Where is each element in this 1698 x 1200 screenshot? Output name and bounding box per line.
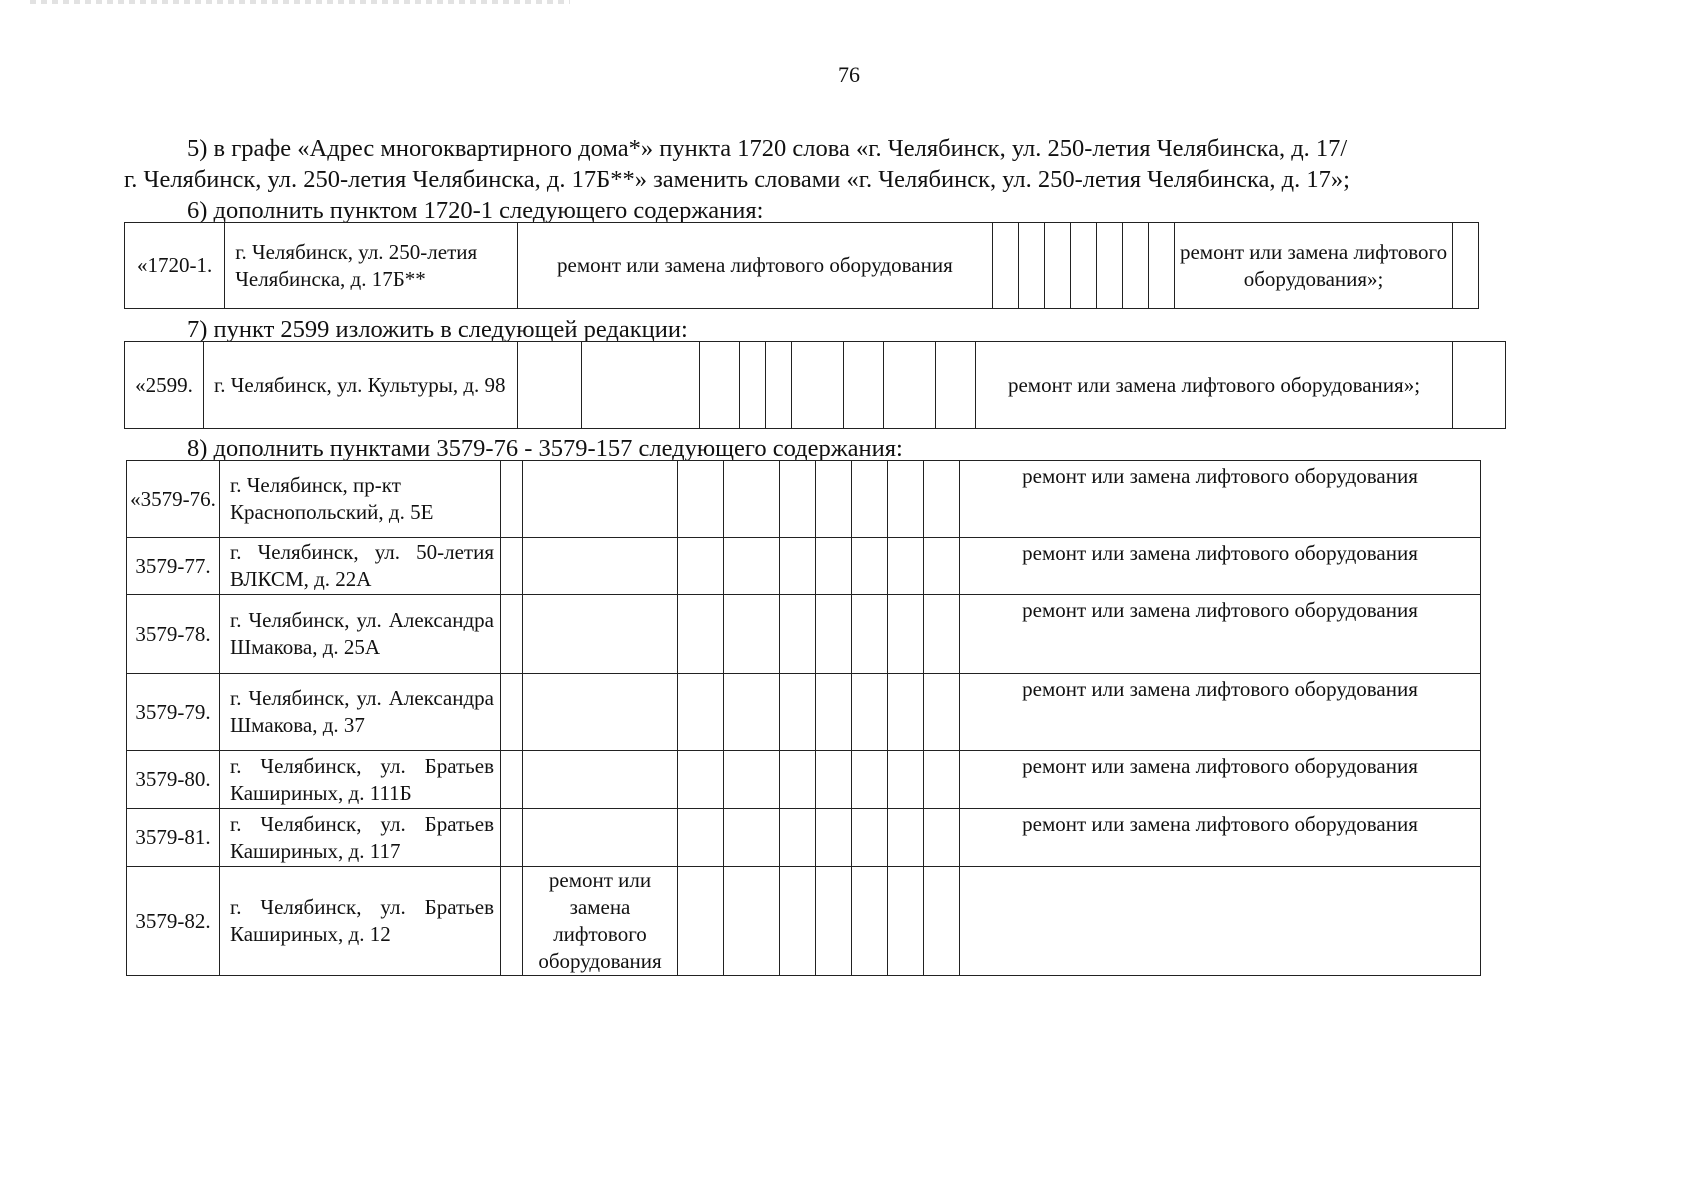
empty-cell — [523, 538, 678, 595]
empty-cell — [501, 751, 523, 809]
row-address: г. Челябинск, пр-кт Краснопольский, д. 5Е — [220, 461, 501, 538]
empty-cell — [678, 809, 724, 867]
empty-cell — [780, 809, 816, 867]
row-work-type: ремонт или замена лифтового оборудования — [960, 751, 1481, 809]
empty-cell — [501, 674, 523, 751]
empty-cell — [792, 342, 844, 429]
empty-cell — [724, 809, 780, 867]
empty-cell — [852, 674, 888, 751]
empty-cell — [678, 751, 724, 809]
empty-cell — [724, 595, 780, 674]
row-number: 3579-78. — [127, 595, 220, 674]
empty-cell — [523, 461, 678, 538]
empty-cell — [780, 674, 816, 751]
row-number: «2599. — [125, 342, 204, 429]
empty-cell — [1097, 223, 1123, 309]
empty-cell — [1123, 223, 1149, 309]
empty-cell — [766, 342, 792, 429]
empty-cell — [816, 538, 852, 595]
table-row — [125, 342, 1506, 429]
empty-cell — [852, 595, 888, 674]
empty-cell — [523, 595, 678, 674]
empty-cell — [678, 595, 724, 674]
item-5-line-1: 5) в графе «Адрес многоквартирного дома*» пункта 1720 слова «г. Челябинск, ул. 250-летия Челябинска, д. 17/ — [187, 135, 1348, 162]
empty-cell — [816, 674, 852, 751]
empty-cell — [1453, 342, 1506, 429]
empty-cell — [780, 867, 816, 976]
row-work-type: ремонт или замена лифтового оборудования — [960, 809, 1481, 867]
empty-cell — [724, 538, 780, 595]
empty-cell — [924, 751, 960, 809]
empty-cell — [724, 867, 780, 976]
row-work-type: ремонт или замена лифтового оборудования — [523, 867, 678, 976]
table-row — [127, 674, 1481, 751]
empty-cell — [992, 223, 1018, 309]
row-address: г. Челябинск, ул. Братьев Кашириных, д. 111Б — [220, 751, 501, 809]
empty-cell — [523, 674, 678, 751]
empty-cell — [740, 342, 766, 429]
empty-cell — [780, 461, 816, 538]
empty-cell — [780, 538, 816, 595]
empty-cell — [724, 674, 780, 751]
empty-cell — [724, 751, 780, 809]
page-number: 76 — [838, 62, 860, 87]
table-row — [127, 751, 1481, 809]
empty-cell — [501, 809, 523, 867]
empty-cell — [582, 342, 700, 429]
table-row — [127, 595, 1481, 674]
row-number: «1720-1. — [125, 223, 225, 309]
item-5-line-2: г. Челябинск, ул. 250-летия Челябинска, д. 17Б**» заменить словами «г. Челябинск, ул. 250-летия Челябинска, д. 17»; — [124, 166, 1350, 193]
item-7-text: 7) пункт 2599 изложить в следующей редакции: — [187, 316, 688, 343]
row-work-type: ремонт или замена лифтового оборудования — [960, 595, 1481, 674]
row-address: г. Челябинск, ул. Александра Шмакова, д. 25А — [220, 595, 501, 674]
table-row — [127, 538, 1481, 595]
empty-cell — [1071, 223, 1097, 309]
table-3579 — [126, 460, 1481, 976]
empty-cell — [888, 809, 924, 867]
empty-cell — [924, 461, 960, 538]
empty-cell — [678, 461, 724, 538]
item-8-text: 8) дополнить пунктами 3579-76 - 3579-157 следующего содержания: — [187, 435, 903, 462]
empty-cell — [523, 751, 678, 809]
empty-cell — [501, 461, 523, 538]
empty-cell — [501, 867, 523, 976]
empty-cell — [924, 538, 960, 595]
empty-cell — [816, 461, 852, 538]
empty-cell — [884, 342, 936, 429]
empty-cell — [1149, 223, 1175, 309]
row-work-type-2: ремонт или замена лифтового оборудования»; — [1175, 223, 1453, 309]
scan-artifact — [30, 0, 570, 4]
row-address: г. Челябинск, ул. 250-летия Челябинска, д. 17Б** — [225, 223, 518, 309]
empty-cell — [501, 595, 523, 674]
empty-cell — [724, 461, 780, 538]
row-address: г. Челябинск, ул. 50-летия ВЛКСМ, д. 22А — [220, 538, 501, 595]
table-row — [127, 867, 1481, 976]
row-work-type: ремонт или замена лифтового оборудования»; — [976, 342, 1453, 429]
table-2599 — [124, 341, 1506, 429]
empty-cell — [816, 867, 852, 976]
row-number: «3579-76. — [127, 461, 220, 538]
empty-cell — [936, 342, 976, 429]
empty-cell — [518, 342, 582, 429]
empty-cell — [888, 674, 924, 751]
row-work-type: ремонт или замена лифтового оборудования — [960, 461, 1481, 538]
empty-cell — [700, 342, 740, 429]
empty-cell — [888, 751, 924, 809]
empty-cell — [523, 809, 678, 867]
empty-cell — [924, 867, 960, 976]
empty-cell — [816, 809, 852, 867]
empty-cell — [844, 342, 884, 429]
empty-cell — [924, 809, 960, 867]
row-address: г. Челябинск, ул. Александра Шмакова, д. 37 — [220, 674, 501, 751]
empty-cell — [888, 595, 924, 674]
empty-cell — [888, 461, 924, 538]
table-row — [127, 809, 1481, 867]
row-number: 3579-77. — [127, 538, 220, 595]
empty-cell — [780, 751, 816, 809]
item-6-text: 6) дополнить пунктом 1720-1 следующего содержания: — [187, 197, 764, 224]
empty-cell — [852, 867, 888, 976]
row-number: 3579-82. — [127, 867, 220, 976]
table-row — [127, 461, 1481, 538]
empty-cell — [852, 538, 888, 595]
row-number: 3579-79. — [127, 674, 220, 751]
empty-cell — [960, 867, 1481, 976]
empty-cell — [816, 751, 852, 809]
empty-cell — [780, 595, 816, 674]
row-work-type: ремонт или замена лифтового оборудования — [960, 674, 1481, 751]
empty-cell — [501, 538, 523, 595]
table-row — [125, 223, 1479, 309]
empty-cell — [678, 538, 724, 595]
row-address: г. Челябинск, ул. Братьев Кашириных, д. 117 — [220, 809, 501, 867]
table-1720-1 — [124, 222, 1479, 309]
row-number: 3579-81. — [127, 809, 220, 867]
empty-cell — [888, 538, 924, 595]
empty-cell — [852, 809, 888, 867]
empty-cell — [1018, 223, 1044, 309]
row-work-type: ремонт или замена лифтового оборудования — [517, 223, 992, 309]
row-work-type: ремонт или замена лифтового оборудования — [960, 538, 1481, 595]
empty-cell — [678, 867, 724, 976]
row-address: г. Челябинск, ул. Братьев Кашириных, д. 12 — [220, 867, 501, 976]
empty-cell — [888, 867, 924, 976]
empty-cell — [852, 751, 888, 809]
empty-cell — [1452, 223, 1478, 309]
row-address: г. Челябинск, ул. Культуры, д. 98 — [204, 342, 518, 429]
empty-cell — [678, 674, 724, 751]
empty-cell — [816, 595, 852, 674]
empty-cell — [852, 461, 888, 538]
empty-cell — [924, 674, 960, 751]
empty-cell — [1045, 223, 1071, 309]
row-number: 3579-80. — [127, 751, 220, 809]
empty-cell — [924, 595, 960, 674]
